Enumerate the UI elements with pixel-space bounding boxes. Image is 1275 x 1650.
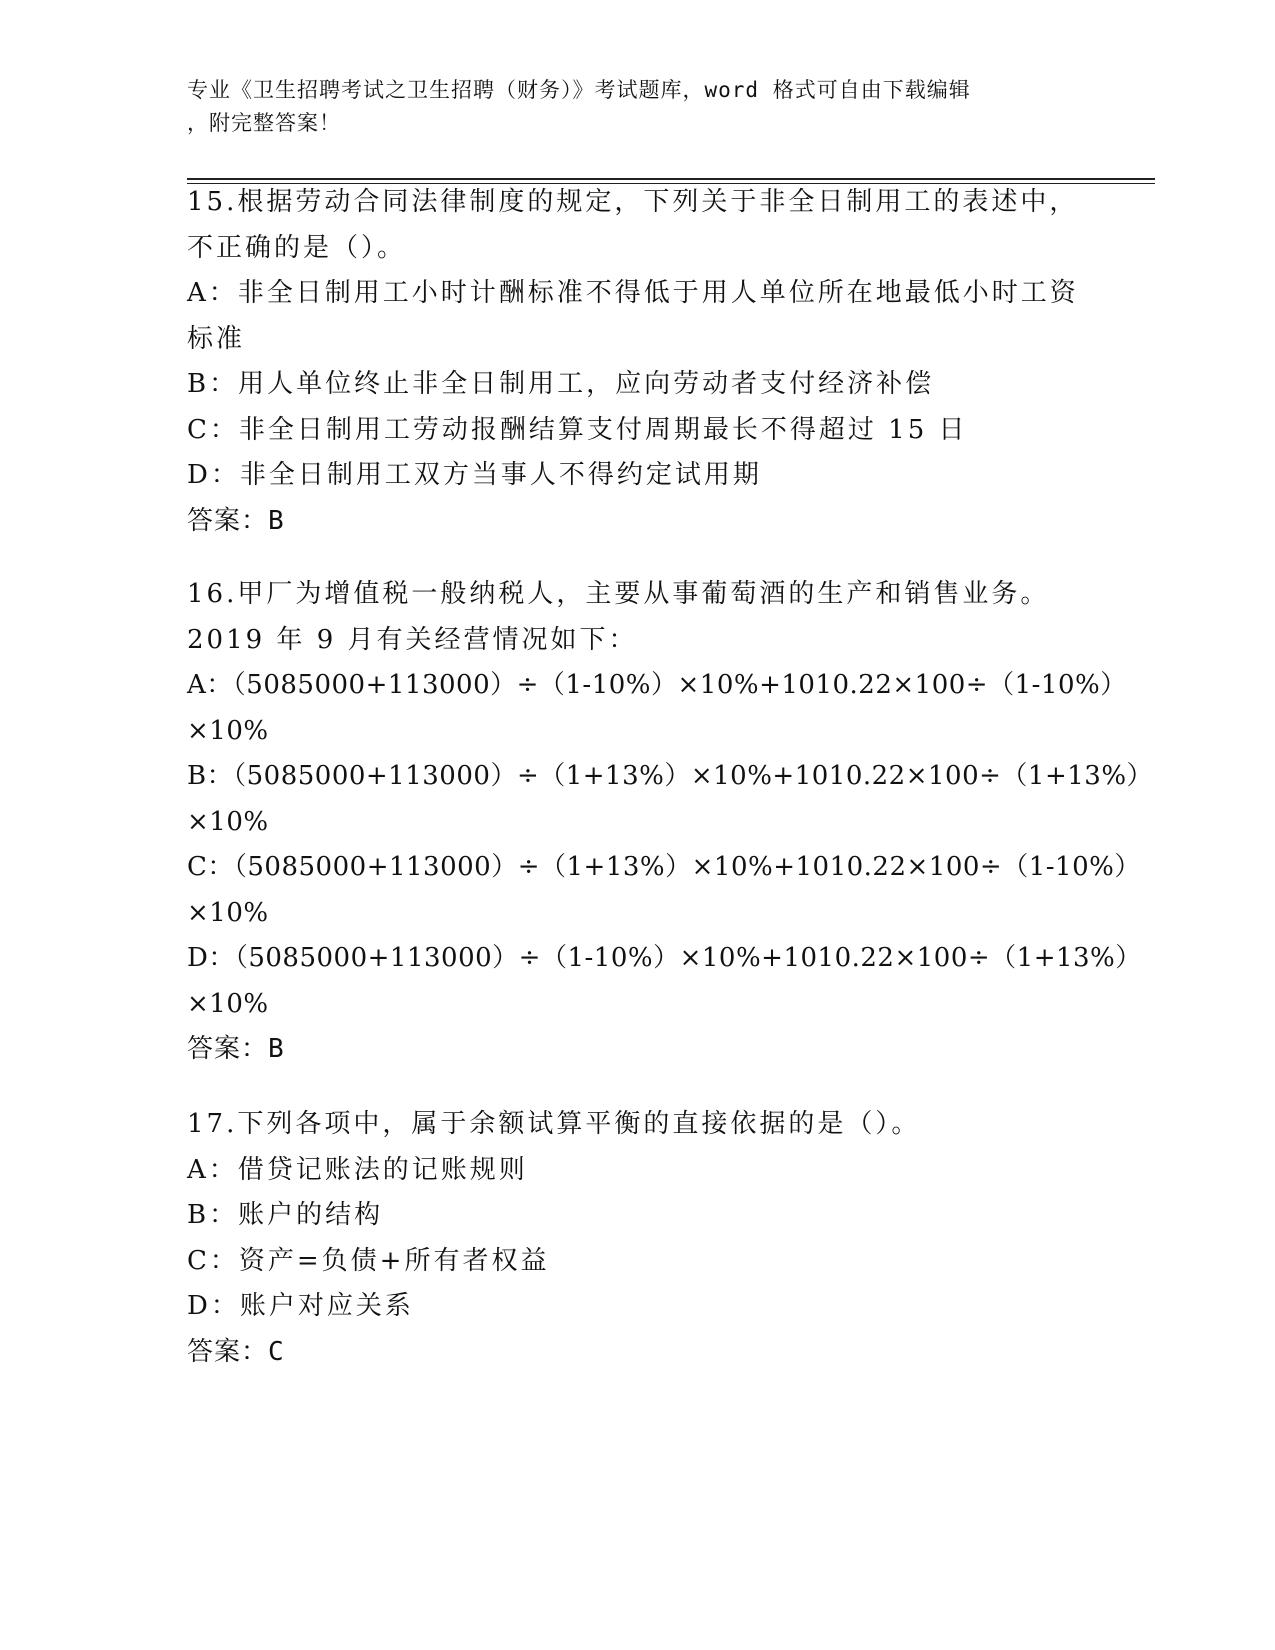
question-16 bbox=[187, 572, 1154, 1073]
option-line: C：（5085000+113000）÷（1+13%）×10%+1010.22×100÷（1-10%） bbox=[187, 852, 1141, 882]
answer-label: 答案： bbox=[187, 1336, 269, 1367]
option-line: ×10% bbox=[187, 897, 269, 928]
header-line-2: ，附完整答案！ bbox=[187, 111, 341, 135]
answer-line bbox=[187, 499, 1087, 545]
answer-value: C bbox=[268, 1336, 285, 1367]
question-stem-line: 不正确的是（）。 bbox=[187, 232, 407, 263]
header-line-1: 专业《卫生招聘考试之卫生招聘（财务）》考试题库，word 格式可自由下载编辑 bbox=[187, 78, 971, 102]
option-line: ×10% bbox=[187, 715, 269, 746]
answer-value: B bbox=[268, 1034, 285, 1064]
question-stem-line: 15.根据劳动合同法律制度的规定，下列关于非全日制用工的表述中， bbox=[187, 187, 1079, 217]
option-line: B：（5085000+113000）÷（1+13%）×10%+1010.22×100÷（1+13%） bbox=[187, 761, 1154, 791]
answer-label: 答案： bbox=[187, 1034, 269, 1064]
option-line: C：资产=负债+所有者权益 bbox=[187, 1245, 550, 1276]
question-17 bbox=[187, 1102, 1087, 1375]
option-line: D：（5085000+113000）÷（1-10%）×10%+1010.22×100÷（1+13%） bbox=[187, 943, 1142, 973]
answer-label: 答案： bbox=[187, 505, 269, 536]
option-line: D：账户对应关系 bbox=[187, 1291, 414, 1321]
option-line: B：用人单位终止非全日制用工，应向劳动者支付经济补偿 bbox=[187, 369, 935, 399]
option-line: C：非全日制用工劳动报酬结算支付周期最长不得超过 15 日 bbox=[187, 414, 968, 445]
question-15 bbox=[187, 180, 1087, 544]
document-header bbox=[187, 74, 1067, 140]
option-line: 标准 bbox=[187, 323, 246, 354]
answer-line bbox=[187, 1330, 1087, 1376]
option-line: ×10% bbox=[187, 988, 269, 1019]
option-line: ×10% bbox=[187, 806, 269, 837]
question-stem-line: 2019 年 9 月有关经营情况如下： bbox=[187, 624, 638, 655]
answer-value: B bbox=[268, 505, 285, 536]
question-stem-line: 16.甲厂为增值税一般纳税人，主要从事葡萄酒的生产和销售业务。 bbox=[187, 579, 1050, 609]
option-line: A：借贷记账法的记账规则 bbox=[187, 1154, 528, 1185]
option-line: D：非全日制用工双方当事人不得约定试用期 bbox=[187, 460, 762, 490]
option-line: A：非全日制用工小时计酬标准不得低于用人单位所在地最低小时工资 bbox=[187, 278, 1079, 308]
option-line: B：账户的结构 bbox=[187, 1200, 384, 1230]
answer-line bbox=[187, 1027, 1087, 1073]
question-stem-line: 17.下列各项中，属于余额试算平衡的直接依据的是（）。 bbox=[187, 1109, 921, 1139]
option-line: A：（5085000+113000）÷（1-10%）×10%+1010.22×100÷（1-10%） bbox=[187, 670, 1127, 700]
